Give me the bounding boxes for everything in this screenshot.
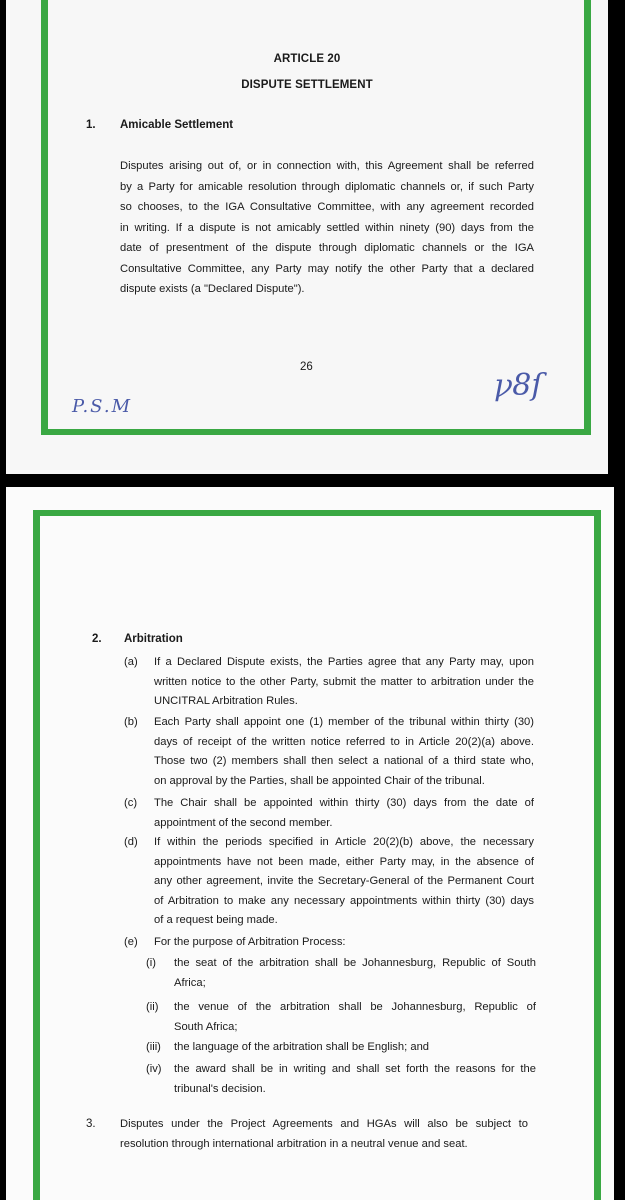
text-line: in writing. If a dispute is not amicably settled within ninety (90) days from the — [120, 221, 534, 234]
text-line: South Africa; — [174, 1020, 238, 1033]
text-line: resolution through international arbitration in a neutral venue and seat. — [120, 1138, 468, 1150]
text-line: If a Declared Dispute exists, the Parties agree that any Party may, upon — [154, 656, 534, 668]
text-line: so chooses, to the IGA Consultative Committee, with any agreement recorded — [120, 201, 534, 213]
text-line: The Chair shall be appointed within thirty (30) days from the date of — [154, 797, 534, 809]
text-line: Consultative Committee, any Party may notify the other Party that a declared — [120, 262, 534, 275]
subitem-text — [174, 1060, 536, 1099]
text-line: Each Party shall appoint one (1) member of the tribunal within thirty (30) — [154, 716, 534, 728]
text-line: dispute exists (a "Declared Dispute"). — [120, 283, 305, 295]
item-text — [154, 653, 534, 712]
text-line: date of presentment of the dispute through diplomatic channels or the IGA — [120, 242, 534, 254]
item-label: (a) — [124, 656, 138, 668]
text-line: the venue of the arbitration shall be Johannesburg, Republic of — [174, 1001, 536, 1013]
article-subtitle: DISPUTE SETTLEMENT — [241, 79, 373, 91]
item-text — [154, 933, 534, 953]
subitem-label: (i) — [146, 957, 156, 969]
section-2-number: 2. — [92, 633, 102, 645]
subitem-text — [174, 954, 536, 993]
page-separator — [0, 474, 625, 487]
section-3-body — [120, 1114, 528, 1154]
text-line: appointment of the second member. — [154, 816, 333, 829]
text-line: the language of the arbitration shall be English; and — [174, 1041, 430, 1053]
text-line: Africa; — [174, 976, 206, 989]
text-line: any other agreement, invite the Secretary-General of the Permanent Court — [154, 875, 534, 887]
handwritten-initials-left: P.S.M — [72, 396, 133, 417]
text-line: by a Party for amicable resolution through diplomatic channels or, if such Party — [120, 180, 534, 193]
section-3-number: 3. — [86, 1118, 96, 1130]
page-number: 26 — [300, 361, 313, 373]
text-line: the award shall be in writing and shall set forth the reasons for the — [174, 1063, 536, 1075]
text-line: If within the periods specified in Article 20(2)(b) above, the necessary — [154, 836, 534, 848]
section-1-heading: Amicable Settlement — [120, 119, 234, 131]
item-text — [154, 713, 534, 791]
text-line: on approval by the Parties, shall be appointed Chair of the tribunal. — [154, 774, 485, 787]
text-line: Those two (2) members shall then select a national of a third state who, — [154, 755, 534, 767]
article-title: ARTICLE 20 — [273, 53, 341, 65]
subitem-text — [174, 998, 536, 1037]
item-text — [154, 794, 534, 833]
item-label: (b) — [124, 716, 138, 728]
item-label: (e) — [124, 936, 138, 948]
text-line: Disputes under the Project Agreements and HGAs will also be subject to — [120, 1118, 528, 1130]
document-page-26 — [6, 0, 608, 474]
document-page-27 — [6, 487, 614, 1200]
section-1-body — [120, 156, 534, 300]
text-line: of Arbitration to make any necessary appointments within thirty (30) days — [154, 894, 534, 907]
subitem-label: (ii) — [146, 1001, 159, 1013]
text-line: Disputes arising out of, or in connection with, this Agreement shall be referred — [120, 160, 534, 172]
section-2-heading: Arbitration — [124, 633, 183, 645]
subitem-label: (iii) — [146, 1041, 161, 1053]
item-label: (c) — [124, 797, 138, 809]
text-line: written notice to the other Party, submit the matter to arbitration under the — [154, 675, 534, 688]
text-line: tribunal's decision. — [174, 1082, 266, 1095]
text-line: of a request being made. — [154, 914, 278, 926]
text-line: For the purpose of Arbitration Process: — [154, 936, 346, 948]
subitem-text — [174, 1038, 536, 1058]
section-1-number: 1. — [86, 119, 96, 131]
text-line: the seat of the arbitration shall be Johannesburg, Republic of South — [174, 957, 536, 969]
item-text — [154, 833, 534, 931]
text-line: appointments have not been made, either Party may, in the absence of — [154, 855, 534, 868]
text-line: UNCITRAL Arbitration Rules. — [154, 695, 298, 707]
text-line: days of receipt of the written notice referred to in Article 20(2)(a) above. — [154, 735, 534, 748]
item-label: (d) — [124, 836, 138, 848]
handwritten-initials-right: ꝩ8ſ — [494, 368, 543, 403]
subitem-label: (iv) — [146, 1063, 162, 1075]
